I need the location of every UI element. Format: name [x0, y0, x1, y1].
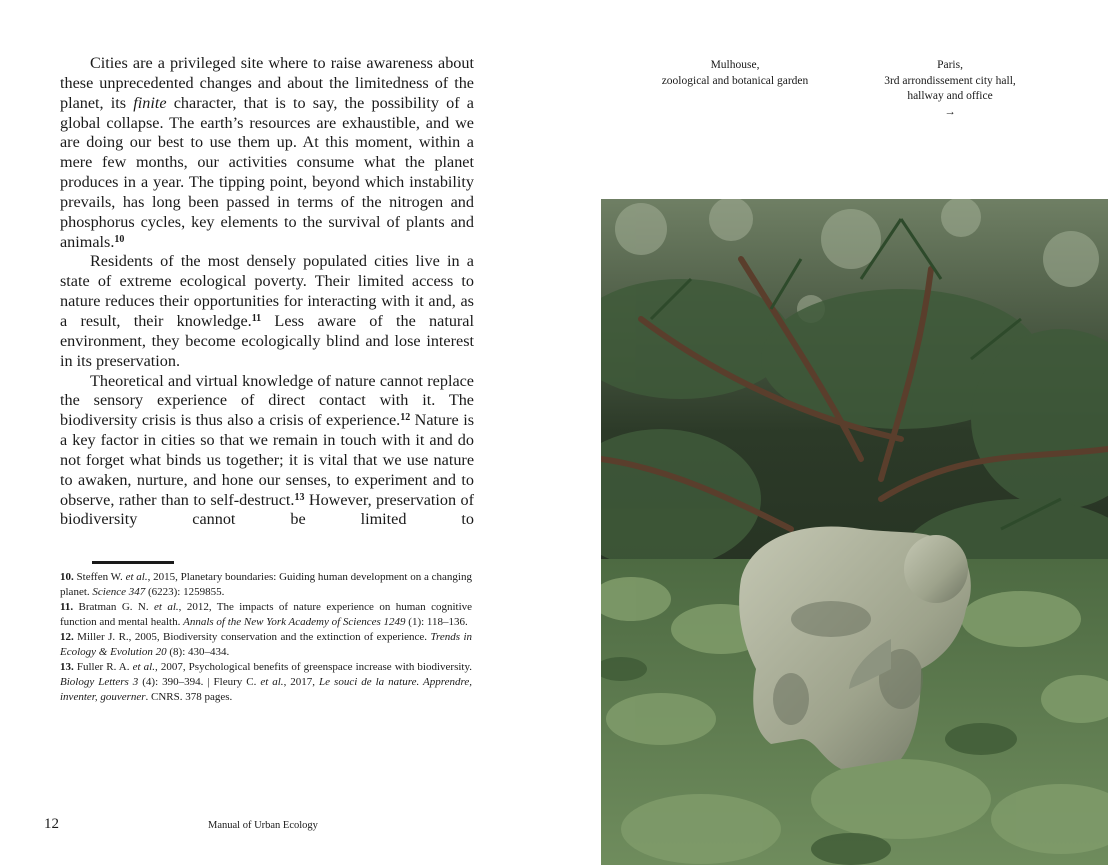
photo-illustration [601, 199, 1108, 865]
footnote-11: 11. Bratman G. N. et al., 2012, The impacts of nature experience on human cognitive function and mental health. Annals of the New York Academy of Sciences 1249 (1): 118–136. [60, 601, 473, 628]
footnote-12: 12. Miller J. R., 2005, Biodiversity conservation and the extinction of experience. Trends in Ecology & Evolution 20 (8): 430–434. [60, 631, 473, 658]
footnote-ref-13: 13 [294, 491, 305, 503]
footnote-13: 13. Fuller R. A. et al., 2007, Psychological benefits of greenspace increase with biodiversity. Biology Letters 3 (4): 390–394. | Fleury C. et al., 2017, Le souci de la nature. Apprendre, inventer, gouverner. CNRS. 378 pages. [60, 661, 473, 703]
footnote-ref-11: 11 [251, 312, 262, 324]
page-number: 12 [44, 816, 59, 832]
arrow-right-icon: → [944, 105, 956, 118]
running-title: Manual of Urban Ecology [208, 820, 318, 831]
caption-paris: Paris, 3rd arrondissement city hall, hallway and office → [860, 58, 1040, 120]
paragraph-1: Cities are a privileged site where to raise awareness about these unprecedented changes and about the limitedness of the planet, its finite character, that is to say, the possibility of a global collapse. The earth’s resources are exhaustible, and we are doing our best to use them up. At this moment, within a mere few months, our activities consume what the planet produces in a year. The tipping point, beyond which instability prevails, has long been passed in terms of the nitrogen and phosphorus cycles, key elements to the survival of plants and animals.$^{10}$ [60, 54, 474, 251]
footnote-ref-12: 12 [400, 412, 411, 424]
paragraph-3: Theoretical and virtual knowledge of nature cannot replace the sensory experience of direct contact with it. The biodiversity crisis is thus also a crisis of experience.$^{12}$ Nature is a key factor in cities so that we remain in touch with it and do not forget what binds us together; it is vital that we use nature to awaken, nurture, and hone our senses, to experiment and to observe, rather than to self-destruct.$^{13}$ However, preservation of biodiversity cannot be limited to [60, 371, 475, 529]
garden-statue-photo [601, 199, 1108, 865]
footnote-rule [92, 561, 174, 564]
paragraph-2: Residents of the most densely populated cities live in a state of extreme ecological poverty. Their limited access to nature reduces their opportunities for interacting with it and, as a result, their knowledge.$^{11}$ Less aware of the natural environment, they become ecologically blind and lose interest in its preservation. [60, 252, 474, 370]
footnote-10: 10. Steffen W. et al., 2015, Planetary boundaries: Guiding human development on a changing planet. Science 347 (6223): 1259855. [60, 571, 472, 598]
main-text [60, 54, 474, 530]
footnotes [60, 570, 472, 705]
footnote-ref-10: 10 [114, 233, 125, 245]
caption-mulhouse: Mulhouse, zoological and botanical garden [661, 59, 809, 87]
